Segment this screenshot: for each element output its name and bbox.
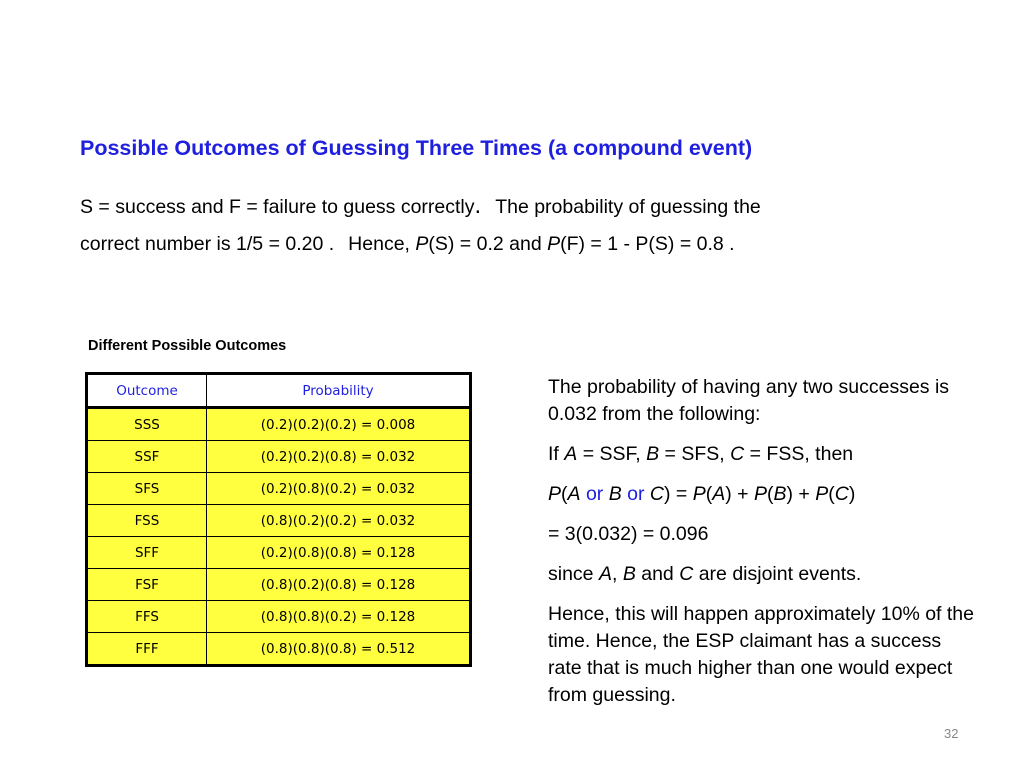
table-row — [87, 633, 471, 666]
probability-cell: (0.2)(0.8)(0.8) = 0.128 — [207, 537, 471, 569]
explanation-p1: The probability of having any two successes is 0.032 from the following: — [548, 376, 950, 425]
slide-title: Possible Outcomes of Guessing Three Times (a compound event) — [80, 136, 753, 160]
outcome-cell: FFS — [87, 601, 207, 633]
probability-cell: (0.8)(0.2)(0.2) = 0.032 — [207, 505, 471, 537]
outcome-cell: FSS — [87, 505, 207, 537]
table-header-row — [87, 374, 471, 408]
table-caption: Different Possible Outcomes — [88, 338, 287, 354]
probability-cell: (0.2)(0.2)(0.2) = 0.008 — [207, 408, 471, 441]
table-row — [87, 537, 471, 569]
page-number: 32 — [944, 726, 959, 741]
intro-text — [80, 187, 940, 263]
outcome-cell: SSS — [87, 408, 207, 441]
table-row — [87, 441, 471, 473]
probability-cell: (0.8)(0.2)(0.8) = 0.128 — [207, 569, 471, 601]
explanation-p6: Hence, this will happen approximately 10% of the time. Hence, the ESP claimant has a success rate that is much higher than one would expect from guessing. — [548, 603, 974, 706]
explanation-p5: since A, B and C are disjoint events. — [548, 563, 862, 585]
table-row — [87, 505, 471, 537]
intro-line-1: S = success and F = failure to guess correctly. The probability of guessing the — [80, 192, 761, 219]
table-row — [87, 408, 471, 441]
explanation-p2: If A = SSF, B = SFS, C = FSS, then — [548, 443, 854, 465]
explanation-text — [548, 374, 978, 722]
probability-cell: (0.2)(0.8)(0.2) = 0.032 — [207, 473, 471, 505]
explanation-formula: P(A or B or C) = P(A) + P(B) + P(C) — [548, 483, 856, 505]
outcome-cell: SFS — [87, 473, 207, 505]
header-outcome: Outcome — [87, 374, 207, 408]
probability-cell: (0.2)(0.2)(0.8) = 0.032 — [207, 441, 471, 473]
header-probability: Probability — [207, 374, 471, 408]
outcome-cell: SSF — [87, 441, 207, 473]
outcomes-table — [85, 372, 472, 667]
outcome-cell: SFF — [87, 537, 207, 569]
outcome-cell: FFF — [87, 633, 207, 666]
table-row — [87, 473, 471, 505]
probability-cell: (0.8)(0.8)(0.8) = 0.512 — [207, 633, 471, 666]
intro-line-2: correct number is 1/5 = 0.20 . Hence, P(S) = 0.2 and P(F) = 1 - P(S) = 0.8 . — [80, 233, 735, 255]
probability-cell: (0.8)(0.8)(0.2) = 0.128 — [207, 601, 471, 633]
table-row — [87, 601, 471, 633]
explanation-p4: = 3(0.032) = 0.096 — [548, 523, 709, 545]
table-row — [87, 569, 471, 601]
outcome-cell: FSF — [87, 569, 207, 601]
